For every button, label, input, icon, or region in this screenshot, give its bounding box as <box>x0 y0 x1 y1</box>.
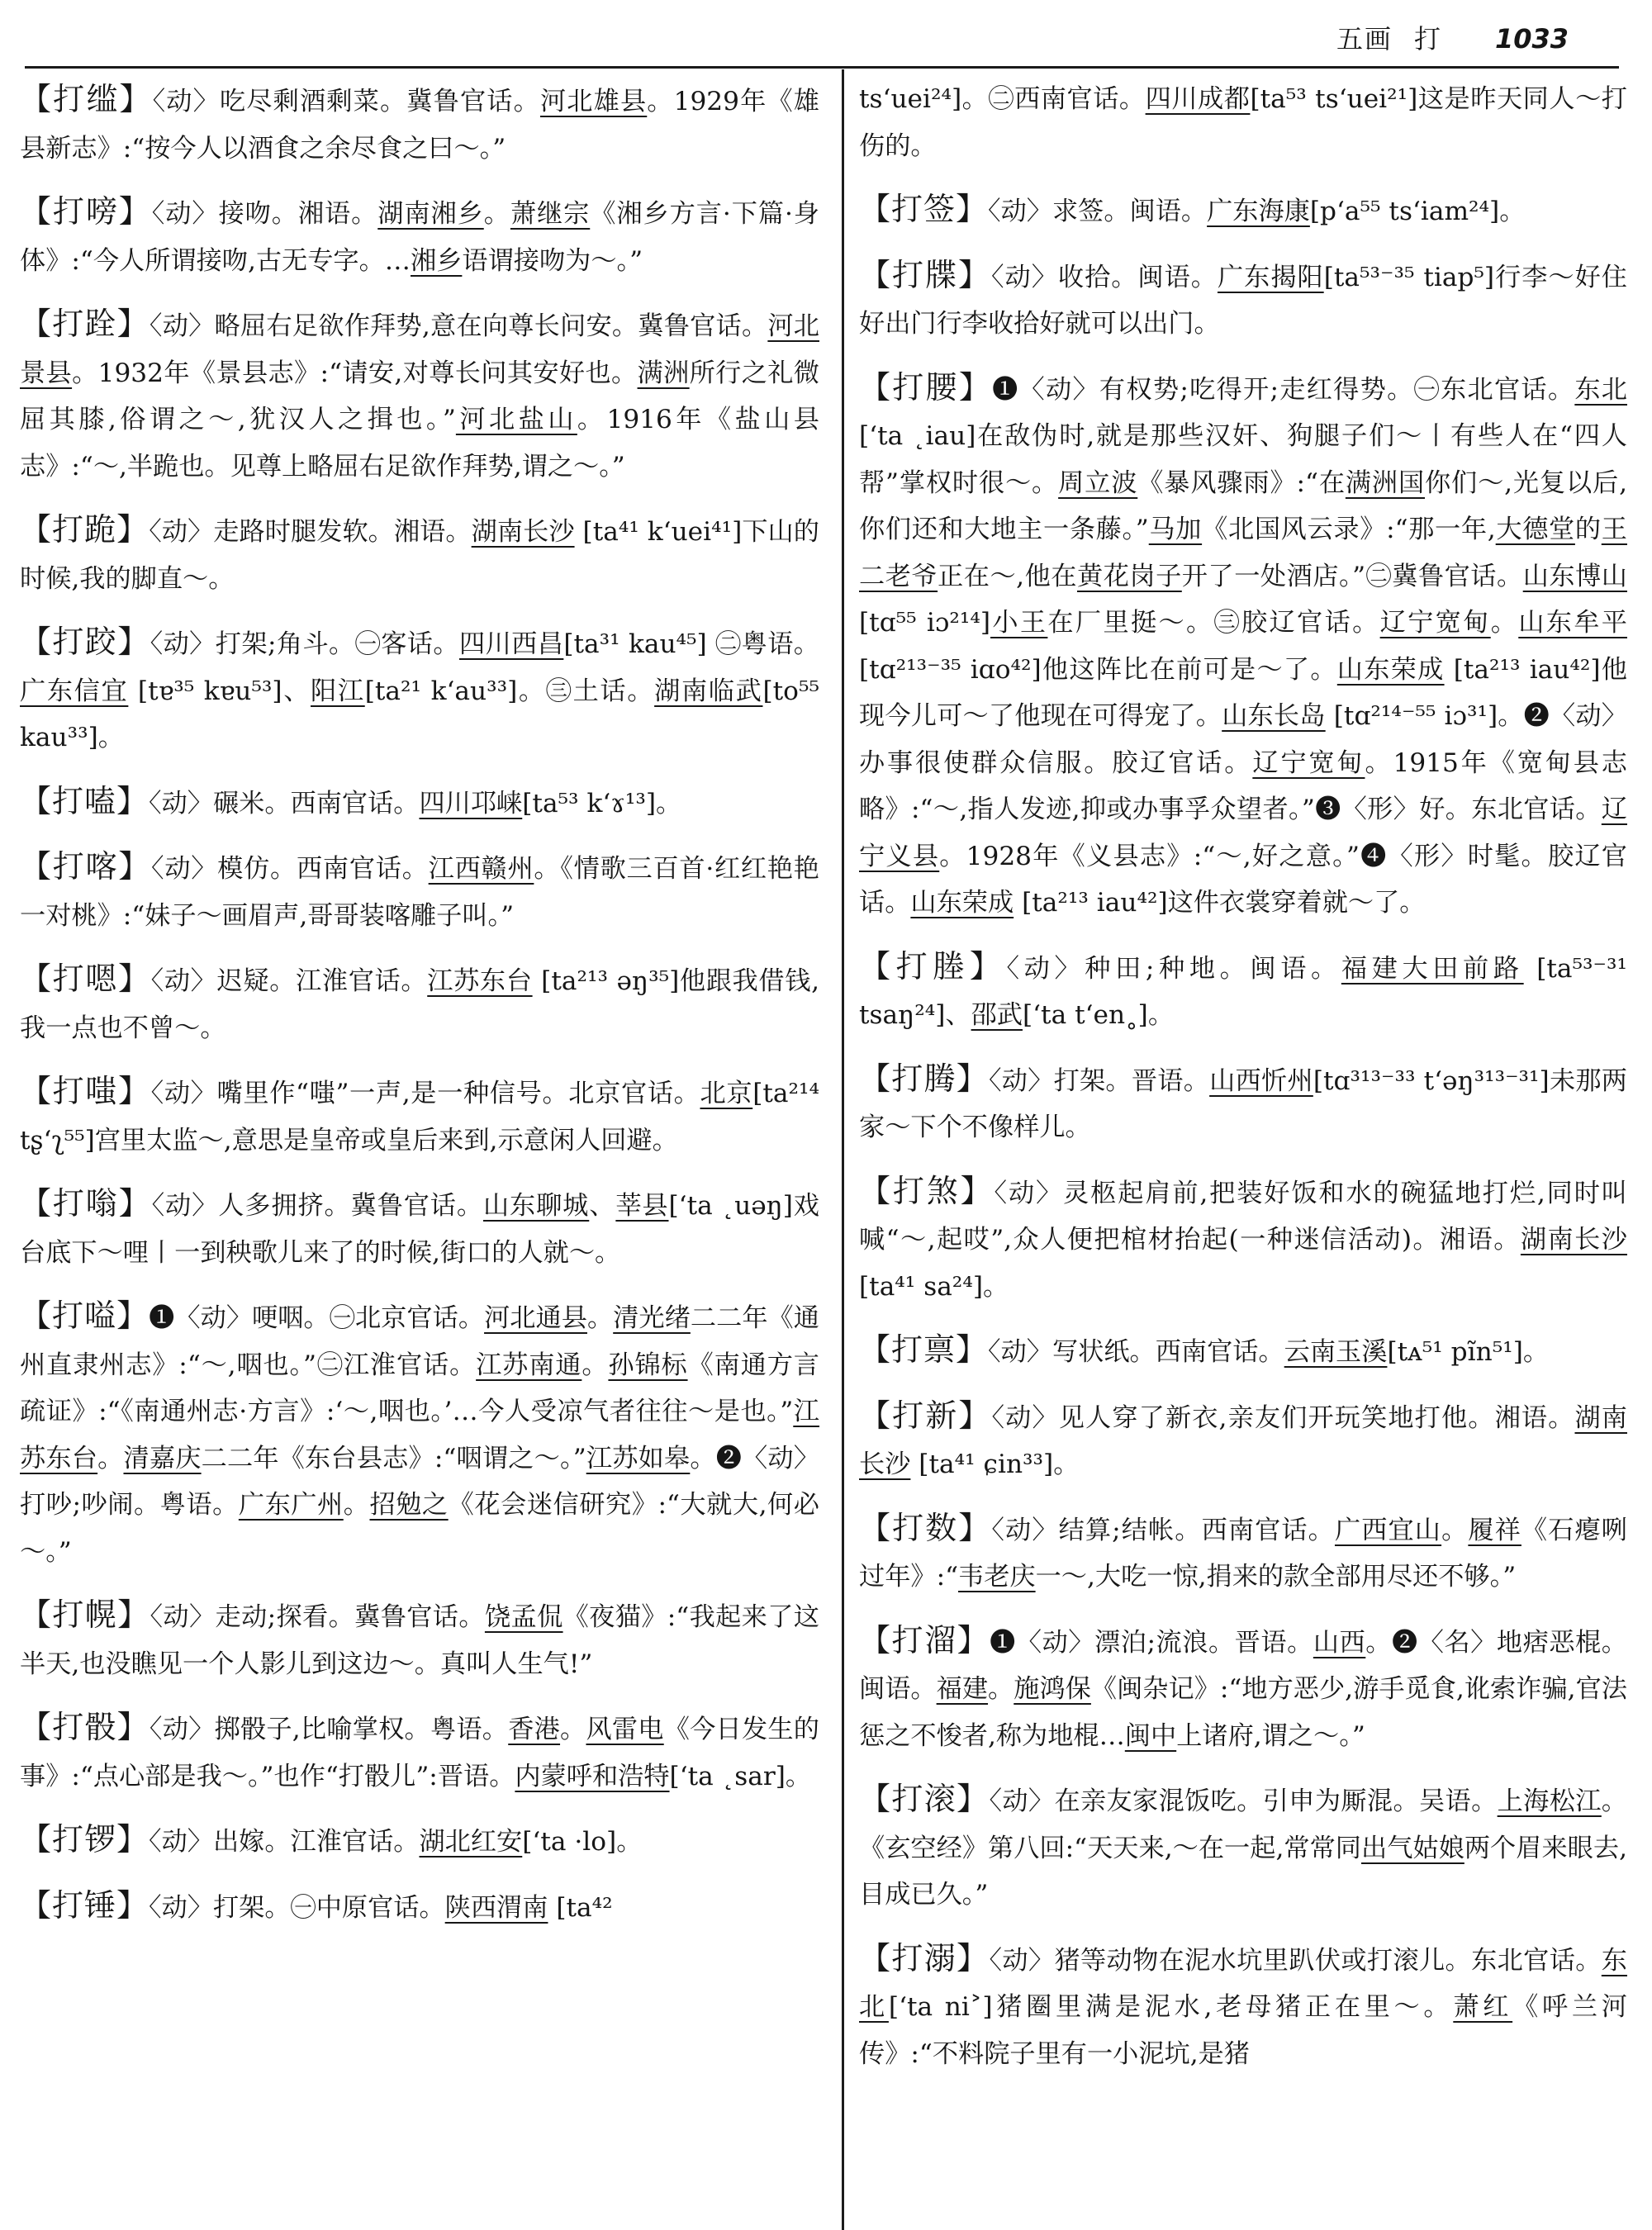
dictionary-entry <box>20 1704 819 1800</box>
entry-text: 。 <box>1441 1515 1469 1545</box>
underlined-name: 江苏南通 <box>476 1350 582 1380</box>
entry-text: 〈动〉打架。晋语。 <box>988 1065 1210 1096</box>
entry-text: 〈动〉打架;角斗。㊀客话。 <box>150 629 459 659</box>
dictionary-entry <box>859 1056 1627 1151</box>
underlined-name: 韦老庆 <box>958 1562 1036 1592</box>
underlined-name: 广西宜山 <box>1334 1515 1442 1545</box>
entry-text: 〈动〉种田;种地。闽语。 <box>1006 953 1341 984</box>
dictionary-entry <box>859 1505 1627 1601</box>
underlined-name: 广东信宜 <box>20 676 129 706</box>
entry-text: [ta⁵³⁻³⁵ tiap⁵]行李～好住好出门行李收拾好就可以出门。 <box>859 262 1627 339</box>
underlined-name: 江苏东台 <box>427 966 533 996</box>
entry-text: [ta⁵³ ts‘uei²¹]这是昨天同人～打伤的。 <box>859 84 1627 161</box>
underlined-name: 辽宁宽甸 <box>1379 608 1491 638</box>
underlined-name: 江苏东台 <box>20 1397 819 1473</box>
entry-text: 。 <box>97 1443 124 1473</box>
dictionary-entry <box>859 1393 1627 1488</box>
entry-text: 开了一处酒店。”㊁冀鲁官话。 <box>1181 561 1523 591</box>
dictionary-entry <box>20 778 819 828</box>
underlined-name: 周立波 <box>1058 467 1138 498</box>
underlined-name: 山东荣成 <box>910 888 1014 918</box>
page-header <box>0 18 1652 59</box>
dictionary-entry <box>20 619 819 762</box>
entry-text: 。 <box>1490 608 1519 638</box>
entry-headword: 【打腾】 <box>859 1060 989 1097</box>
underlined-name: 黄花岗子 <box>1077 561 1182 591</box>
underlined-name: 萧红 <box>1453 1992 1513 2022</box>
dictionary-entry <box>859 364 1627 927</box>
entry-text: 〈动〉走动;探看。冀鲁官话。 <box>150 1602 485 1632</box>
entry-headword: 【打嗑】 <box>20 782 150 819</box>
entry-text: 〈动〉求签。闽语。 <box>988 197 1208 226</box>
entry-text: 、 <box>589 1191 616 1221</box>
entry-text: 一～,大吃一惊,捐来的款全部用尽还不够。” <box>1035 1562 1517 1592</box>
underlined-name: 出气姑娘 <box>1361 1833 1464 1863</box>
entry-text: 《花会迷信研究》:“大就大,何必～。” <box>20 1490 819 1567</box>
underlined-name: 福建大田前路 <box>1341 953 1524 984</box>
underlined-name: 小王 <box>990 608 1048 638</box>
entry-text: [ta⁴¹ k‘uei⁴¹]下山的时候,我的脚直～。 <box>20 517 819 594</box>
entry-text: 。《玄空经》第八回:“天天来,～在一起,常常同 <box>859 1786 1627 1863</box>
entry-text: [tɑ²¹⁴⁻⁵⁵ iɔ³¹]。❷〈动〉办事很使群众信服。胶辽官话。 <box>859 701 1627 778</box>
underlined-name: 江苏如皋 <box>586 1443 691 1473</box>
dictionary-entry <box>20 1882 819 1932</box>
underlined-name: 山东聊城 <box>482 1191 590 1221</box>
underlined-name: 香港 <box>508 1715 561 1744</box>
dictionary-entry <box>20 301 819 490</box>
entry-headword: 【打滚】 <box>859 1781 990 1817</box>
entry-headword: 【打签】 <box>859 191 989 227</box>
entry-text: 。 <box>988 1674 1014 1704</box>
underlined-name: 云南玉溪 <box>1284 1337 1388 1367</box>
entry-text: [tɐ³⁵ kɐu⁵³]、 <box>128 676 311 706</box>
underlined-name: 饶孟侃 <box>484 1602 563 1632</box>
entry-text: 〈动〉吃尽剩酒剩菜。冀鲁官话。 <box>152 87 540 116</box>
underlined-name: 广东海康 <box>1207 197 1310 226</box>
dictionary-entry <box>20 1180 819 1276</box>
underlined-name: 湖北红安 <box>419 1827 523 1857</box>
dictionary-entry <box>20 1592 819 1687</box>
entry-text: [‘ta t‘en˳]。 <box>1022 1000 1175 1030</box>
underlined-name: 河北雄县 <box>539 87 648 116</box>
entry-text: 。1916年《盐山县志》:“～,半跪也。见尊上略屈右足欲作拜势,谓之～。” <box>20 405 819 482</box>
entry-text: 的 <box>1574 515 1602 544</box>
entry-text: 〈动〉见人穿了新衣,亲友们开玩笑地打他。湘语。 <box>991 1402 1575 1433</box>
entry-headword: 【打数】 <box>859 1509 992 1546</box>
entry-text: 《北国风云录》:“那一年, <box>1202 515 1496 544</box>
entry-text: 《南通方言疏证》:“《南通州志·方言》:‘～,咽也。’…今人受凉气者往往～是也。” <box>20 1350 819 1426</box>
underlined-name: 河北通县 <box>484 1303 587 1333</box>
entry-text: 〈动〉打架。㊀中原官话。 <box>149 1892 445 1923</box>
underlined-name: 履祥 <box>1468 1515 1521 1545</box>
underlined-name: 辽宁义县 <box>859 795 1627 871</box>
dictionary-entry <box>20 1816 819 1866</box>
entry-headword: 【打骰】 <box>20 1709 150 1745</box>
entry-text: 。 <box>582 1350 609 1380</box>
entry-text: 《闽杂记》:“地方恶少,游手觅食,讹索诈骗,官法惩之不悛者,称为地棍… <box>859 1674 1627 1751</box>
entry-headword: 【打牒】 <box>859 256 991 293</box>
entry-text: 《暴风骤雨》:“在 <box>1137 467 1346 498</box>
entry-text: 〈动〉收拾。闽语。 <box>990 262 1218 292</box>
underlined-name: 王二老爷 <box>859 515 1627 591</box>
entry-headword: 【打嗌】 <box>20 1298 150 1334</box>
underlined-name: 广东广州 <box>238 1490 344 1520</box>
underlined-name: 内蒙呼和浩特 <box>515 1761 670 1791</box>
entry-text: 正在～,他在 <box>938 561 1077 591</box>
underlined-name: 邵武 <box>971 1000 1023 1030</box>
dictionary-entry <box>859 1617 1627 1760</box>
entry-text: ❶〈动〉哽咽。㊀北京官话。 <box>149 1303 485 1333</box>
underlined-name: 山东牟平 <box>1518 608 1627 638</box>
entry-headword: 【打嗤】 <box>20 1073 151 1109</box>
entry-text: 《呼兰河传》:“不料院子里有一小泥坑,是猪 <box>859 1992 1627 2069</box>
dictionary-entry <box>20 506 819 602</box>
entry-text: 〈动〉模仿。西南官话。 <box>150 854 429 884</box>
underlined-name: 江西赣州 <box>428 854 534 884</box>
underlined-name: 施鸿保 <box>1014 1674 1091 1704</box>
entry-text: [ta²¹ k‘au³³]。㊂土话。 <box>364 676 655 706</box>
entry-text: [ta²¹³ iau⁴²]这件衣裳穿着就～了。 <box>1014 888 1426 918</box>
entry-text: 。1915年《宽甸县志略》:“～,指人发迹,抑或办事孚众望者。”❸〈形〉好。东北官话。 <box>859 747 1627 824</box>
underlined-name: 陕西渭南 <box>444 1892 548 1923</box>
underlined-name: 湖南长沙 <box>471 517 575 547</box>
underlined-name: 山西忻州 <box>1209 1065 1313 1096</box>
dictionary-entry <box>859 76 1627 169</box>
entry-text: 《夜猫》:“我起来了这半天,也没瞧见一个人影儿到这边～。真叫人生气!” <box>20 1602 819 1679</box>
left-column <box>20 76 819 1948</box>
underlined-name: 阳江 <box>311 676 365 706</box>
underlined-name: 辽宁宽甸 <box>1252 747 1365 778</box>
entry-text: 〈动〉灵柩起肩前,把装好饭和水的碗猛地打烂,同时叫喊“～,起哎”,众人便把棺材抬起(一种迷信活动)。湘语。 <box>859 1178 1627 1255</box>
entry-text: 。❷〈名〉地痞恶棍。闽语。 <box>859 1627 1627 1704</box>
dictionary-entry <box>20 1068 819 1164</box>
entry-text: [‘ta ·lo]。 <box>522 1827 643 1857</box>
dictionary-entry <box>859 943 1627 1039</box>
entry-text: [ta⁴¹ sa²⁴]。 <box>859 1271 1009 1302</box>
underlined-name: 满洲 <box>637 358 690 388</box>
entry-text: 上诸府,谓之～。” <box>1176 1720 1365 1751</box>
entry-text: [ta³¹ kau⁴⁵] ㊁粤语。 <box>563 629 819 659</box>
underlined-name: 河北景县 <box>20 311 819 388</box>
entry-text: [tɑ²¹³⁻³⁵ iɑo⁴²]他这阵比在前可是～了。 <box>859 654 1337 685</box>
entry-headword: 【打幌】 <box>20 1597 150 1633</box>
entry-text: [‘ta ˛sar]。 <box>669 1761 812 1791</box>
underlined-name: 山东博山 <box>1522 561 1627 591</box>
dictionary-entry <box>859 1776 1627 1919</box>
entry-headword: 【打䍀】 <box>20 81 153 117</box>
underlined-name: 孙锦标 <box>608 1350 688 1380</box>
entry-text: 。《情歌三百首·红红艳艳一对桃》:“妹子～画眉声,哥哥装喀雕子叫。” <box>20 854 819 931</box>
entry-text: [ta²¹³ iau⁴²]他现今儿可～了他现在可得宠了。 <box>859 654 1627 731</box>
entry-text: 《今日发生的事》:“点心部是我～。”也作“打骰儿”:晋语。 <box>20 1715 819 1791</box>
entry-text: 〈动〉迟疑。江淮官话。 <box>150 966 428 996</box>
entry-text: 〈动〉走路时腿发软。湘语。 <box>149 517 472 547</box>
entry-text: 〈动〉猪等动物在泥水坑里趴伏或打滚儿。东北官话。 <box>989 1945 1602 1976</box>
entry-text: 语谓接吻为～。” <box>462 245 643 276</box>
header-rule <box>25 66 1619 69</box>
entry-text: [ta⁴¹ ɕin³³]。 <box>910 1450 1080 1479</box>
underlined-name: 东北 <box>1574 374 1627 405</box>
entry-text: [ta⁴² <box>548 1892 613 1923</box>
entry-headword: 【打锣】 <box>20 1821 150 1858</box>
underlined-name: 莘县 <box>615 1191 669 1221</box>
header-section: 五画 <box>1336 23 1393 55</box>
underlined-name: 湖南湘乡 <box>377 199 484 229</box>
entry-text: [tɑ⁵⁵ iɔ²¹⁴] <box>859 608 991 638</box>
entry-text: 。 <box>483 199 510 229</box>
underlined-name: 湘乡 <box>411 245 463 276</box>
underlined-name: 北京 <box>700 1079 753 1108</box>
underlined-name: 萧继宗 <box>510 199 591 229</box>
underlined-name: 闽中 <box>1124 1720 1177 1751</box>
entry-headword: 【打喀】 <box>20 848 151 885</box>
entry-headword: 【打溺】 <box>859 1939 990 1976</box>
underlined-name: 清嘉庆 <box>123 1443 202 1473</box>
entry-text: [to⁵⁵ kau³³]。 <box>20 676 819 752</box>
underlined-name: 山东荣成 <box>1336 654 1445 685</box>
entry-text: 。 <box>343 1490 370 1520</box>
entry-text: [tᴀ⁵¹ pĩn⁵¹]。 <box>1387 1337 1550 1367</box>
entry-text: 在厂里挺～。㊂胶辽官话。 <box>1047 608 1380 638</box>
underlined-name: 招勉之 <box>369 1490 449 1520</box>
underlined-name: 河北盐山 <box>455 405 577 434</box>
entry-headword: 【打跪】 <box>20 511 150 548</box>
entry-headword: 【打嗙】 <box>20 193 152 230</box>
underlined-name: 马加 <box>1148 515 1203 544</box>
dictionary-entry <box>20 76 819 172</box>
underlined-name: 湖南长沙 <box>1520 1225 1627 1255</box>
entry-headword: 【打跧】 <box>20 306 150 342</box>
entry-text: 二二年《通州直隶州志》:“～,咽也。”㊁江淮官话。 <box>20 1303 819 1380</box>
entry-text: 所行之礼微屈其膝,俗谓之～,犹汉人之揖也。” <box>20 358 819 434</box>
entry-headword: 【打嗡】 <box>20 1185 152 1222</box>
entry-text: [tɑ³¹³⁻³³ t‘əŋ³¹³⁻³¹]未那两家～下个不像样儿。 <box>859 1065 1627 1142</box>
entry-text: 《湘乡方言·下篇·身体》:“今人所谓接吻,古无专字。… <box>20 199 819 276</box>
entry-headword: 【打新】 <box>859 1397 992 1434</box>
header-char: 打 <box>1414 23 1441 55</box>
dictionary-entry <box>20 188 819 284</box>
dictionary-entry <box>859 1935 1627 2078</box>
dictionary-entry <box>20 956 819 1051</box>
entry-text: 。❷〈动〉打吵;吵闹。粤语。 <box>20 1443 819 1520</box>
underlined-name: 四川邛崃 <box>419 788 523 818</box>
entry-text: ❶〈动〉漂泊;流浪。晋语。 <box>990 1627 1313 1658</box>
underlined-name: 东北 <box>859 1945 1627 2022</box>
entry-text: 二二年《东台县志》:“咽谓之～。” <box>201 1443 586 1473</box>
entry-text: 〈动〉掷骰子,比喻掌权。粤语。 <box>149 1715 509 1744</box>
entry-text: 。 <box>560 1715 586 1744</box>
entry-text: [‘ta ˛uəŋ]戏台底下～哩丨一到秧歌儿来了的时候,街口的人就～。 <box>20 1191 819 1268</box>
underlined-name: 大德堂 <box>1495 515 1575 544</box>
entry-text: [ta⁵³⁻³¹ tsaŋ²⁴]、 <box>859 953 1627 1030</box>
entry-headword: 【打煞】 <box>859 1172 995 1209</box>
underlined-name: 上海松江 <box>1497 1786 1602 1816</box>
entry-text: 〈动〉人多拥挤。冀鲁官话。 <box>151 1191 483 1221</box>
entry-text: 〈动〉结算;结帐。西南官话。 <box>991 1515 1335 1545</box>
entry-text: 你们～,光复以后,你们还和大地主一条藤。” <box>859 467 1628 544</box>
entry-text: 。1928年《义县志》:“～,好之意。”❹〈形〉时髦。胶辽官话。 <box>859 841 1627 918</box>
entry-headword: 【打溜】 <box>859 1621 990 1658</box>
entry-text: 〈动〉嘴里作“嗤”一声,是一种信号。北京官话。 <box>150 1079 700 1108</box>
underlined-name: 清光绪 <box>613 1303 691 1333</box>
underlined-name: 山西 <box>1313 1627 1366 1658</box>
page-number: 1033 <box>1495 23 1569 55</box>
entry-text: [‘ta ˛iau]在敌伪时,就是那些汉奸、狗腿子们～丨有些人在“四人帮”掌权时很～。 <box>859 421 1627 498</box>
entry-text: ❶〈动〉有权势;吃得开;走红得势。㊀东北官话。 <box>992 374 1575 405</box>
entry-headword: 【打嗯】 <box>20 961 151 997</box>
entry-text: 〈动〉写状纸。西南官话。 <box>988 1337 1284 1367</box>
entry-text: 《石瘪咧过年》:“ <box>859 1515 1627 1592</box>
entry-text: 〈动〉出嫁。江淮官话。 <box>149 1827 420 1857</box>
entry-headword: 【打禀】 <box>859 1331 989 1368</box>
entry-text: 两个眉来眼去,目成已久。” <box>859 1833 1627 1910</box>
entry-text: [p‘a⁵⁵ ts‘iam²⁴]。 <box>1309 197 1526 226</box>
underlined-name: 广东揭阳 <box>1217 262 1324 292</box>
entry-text: 〈动〉略屈右足欲作拜势,意在向尊长问安。冀鲁官话。 <box>149 311 768 341</box>
dictionary-entry <box>859 252 1627 348</box>
dictionary-entry <box>859 1168 1627 1311</box>
underlined-name: 山东长岛 <box>1222 701 1326 731</box>
dictionary-entry <box>859 1326 1627 1376</box>
entry-text: 。1929年《雄县新志》:“按今人以酒食之余尽食之曰～。” <box>20 87 819 164</box>
entry-text: [ta²¹⁴ tʂ‘ʅ⁵⁵]宫里太监～,意思是皇帝或皇后来到,示意闲人回避。 <box>20 1079 819 1155</box>
underlined-name: 湖南临武 <box>654 676 763 706</box>
entry-text: 。1932年《景县志》:“请安,对尊长问其安好也。 <box>72 358 638 388</box>
dictionary-entry <box>859 186 1627 235</box>
right-column <box>859 76 1627 2094</box>
column-divider <box>842 69 844 2230</box>
underlined-name: 湖南长沙 <box>859 1402 1627 1479</box>
underlined-name: 福建 <box>936 1674 989 1704</box>
dictionary-entry <box>20 843 819 939</box>
entry-headword: 【打塍】 <box>859 947 1007 985</box>
underlined-name: 四川成都 <box>1145 84 1251 114</box>
entry-headword: 【打跤】 <box>20 624 150 660</box>
entry-text: 。 <box>586 1303 614 1333</box>
entry-text: [ta⁵³ k‘ɤ¹³]。 <box>522 788 682 818</box>
dictionary-entry <box>20 1293 819 1575</box>
entry-text: 〈动〉在亲友家混饭吃。引申为厮混。吴语。 <box>989 1786 1498 1816</box>
underlined-name: 满洲国 <box>1345 467 1426 498</box>
entry-text: [‘ta ni˃]猪圈里满是泥水,老母猪正在里～。 <box>888 1992 1454 2022</box>
underlined-name: 风雷电 <box>586 1715 664 1744</box>
entry-text: 〈动〉接吻。湘语。 <box>151 199 378 229</box>
underlined-name: 四川西昌 <box>458 629 564 659</box>
entry-text: [ta²¹³ əŋ³⁵]他跟我借钱,我一点也不曾～。 <box>20 966 819 1043</box>
entry-text: ts‘uei²⁴]。㊁西南官话。 <box>859 84 1146 114</box>
entry-text: 〈动〉碾米。西南官话。 <box>149 788 420 818</box>
entry-headword: 【打腰】 <box>859 368 993 406</box>
entry-headword: 【打锤】 <box>20 1886 150 1924</box>
